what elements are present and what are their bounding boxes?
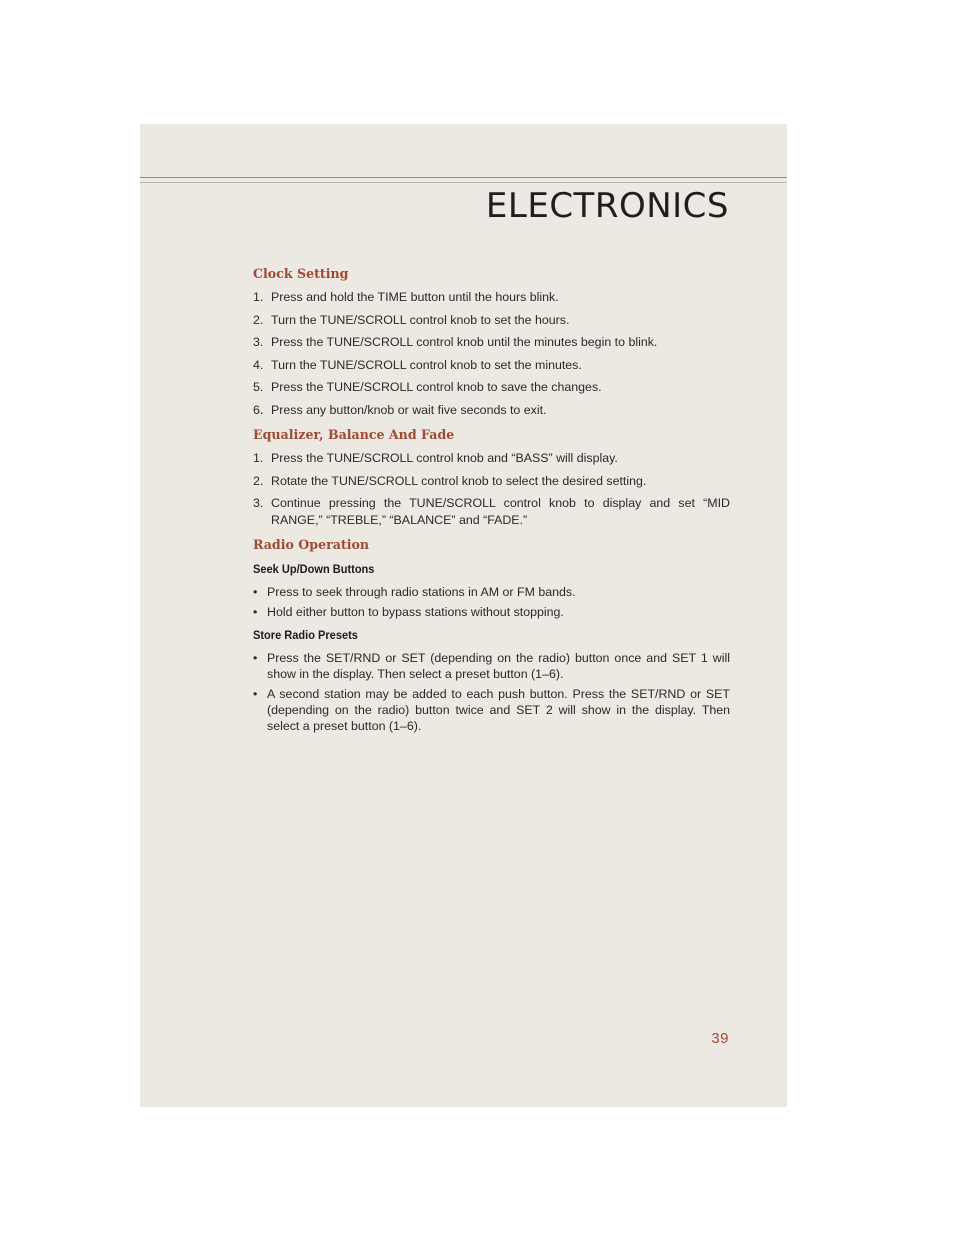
clock-setting-heading: Clock Setting bbox=[253, 266, 349, 281]
equalizer-steps bbox=[253, 450, 730, 528]
header-rule-bottom bbox=[140, 182, 787, 183]
step-number: 6. bbox=[253, 402, 264, 417]
presets-bullets bbox=[253, 650, 730, 734]
bullet-icon: • bbox=[253, 651, 258, 665]
step-number: 2. bbox=[253, 312, 264, 327]
section-title: ELECTRONICS bbox=[485, 186, 729, 226]
bullet-icon: • bbox=[253, 687, 258, 701]
page-number: 39 bbox=[711, 1030, 729, 1047]
list-item bbox=[253, 379, 730, 396]
list-item bbox=[253, 650, 730, 682]
step-number: 2. bbox=[253, 473, 264, 488]
list-item bbox=[253, 686, 730, 734]
step-text: Rotate the TUNE/SCROLL control knob to select the desired setting. bbox=[271, 473, 647, 488]
list-item bbox=[253, 604, 730, 620]
list-item bbox=[253, 402, 730, 419]
page-content bbox=[253, 265, 730, 740]
step-text: Press the TUNE/SCROLL control knob to save the changes. bbox=[271, 380, 602, 394]
step-text: Continue pressing the TUNE/SCROLL control knob to display and set “MID RANGE,” “TREBLE,” “BALANCE” and “FADE.” bbox=[271, 496, 730, 527]
list-item bbox=[253, 334, 730, 351]
step-text: Press the TUNE/SCROLL control knob until the minutes begin to blink. bbox=[271, 335, 658, 349]
step-number: 5. bbox=[253, 380, 264, 394]
step-text: Turn the TUNE/SCROLL control knob to set the hours. bbox=[271, 312, 570, 327]
step-number: 3. bbox=[253, 496, 264, 510]
store-presets-subheading: Store Radio Presets bbox=[253, 628, 358, 642]
list-item bbox=[253, 450, 730, 467]
clock-setting-steps bbox=[253, 289, 730, 418]
step-text: Press the TUNE/SCROLL control knob and “BASS” will display. bbox=[271, 451, 618, 465]
list-item bbox=[253, 473, 730, 490]
step-text: Turn the TUNE/SCROLL control knob to set the minutes. bbox=[271, 357, 582, 372]
step-text: Press and hold the TIME button until the hours blink. bbox=[271, 290, 559, 304]
step-number: 4. bbox=[253, 357, 264, 372]
step-text: Press any button/knob or wait five seconds to exit. bbox=[271, 402, 547, 417]
bullet-icon: • bbox=[253, 605, 258, 619]
step-number: 1. bbox=[253, 451, 264, 465]
list-item bbox=[253, 312, 730, 329]
list-item bbox=[253, 495, 730, 528]
list-item bbox=[253, 289, 730, 306]
bullet-text: A second station may be added to each push button. Press the SET/RND or SET (depending on the radio) button twice and SET 2 will show in the display. Then select a preset button (1–6). bbox=[267, 687, 730, 733]
step-number: 1. bbox=[253, 290, 264, 304]
manual-page bbox=[140, 124, 787, 1107]
bullet-icon: • bbox=[253, 585, 258, 599]
list-item bbox=[253, 584, 730, 600]
header-rule-top bbox=[140, 177, 787, 178]
bullet-text: Hold either button to bypass stations without stopping. bbox=[267, 605, 564, 619]
step-number: 3. bbox=[253, 335, 264, 349]
list-item bbox=[253, 357, 730, 374]
radio-operation-heading: Radio Operation bbox=[253, 537, 370, 552]
bullet-text: Press to seek through radio stations in AM or FM bands. bbox=[267, 585, 576, 599]
bullet-text: Press the SET/RND or SET (depending on the radio) button once and SET 1 will show in the display. Then select a preset button (1–6). bbox=[267, 651, 730, 681]
seek-bullets bbox=[253, 584, 730, 620]
seek-buttons-subheading: Seek Up/Down Buttons bbox=[253, 562, 375, 576]
equalizer-heading: Equalizer, Balance And Fade bbox=[253, 427, 455, 442]
